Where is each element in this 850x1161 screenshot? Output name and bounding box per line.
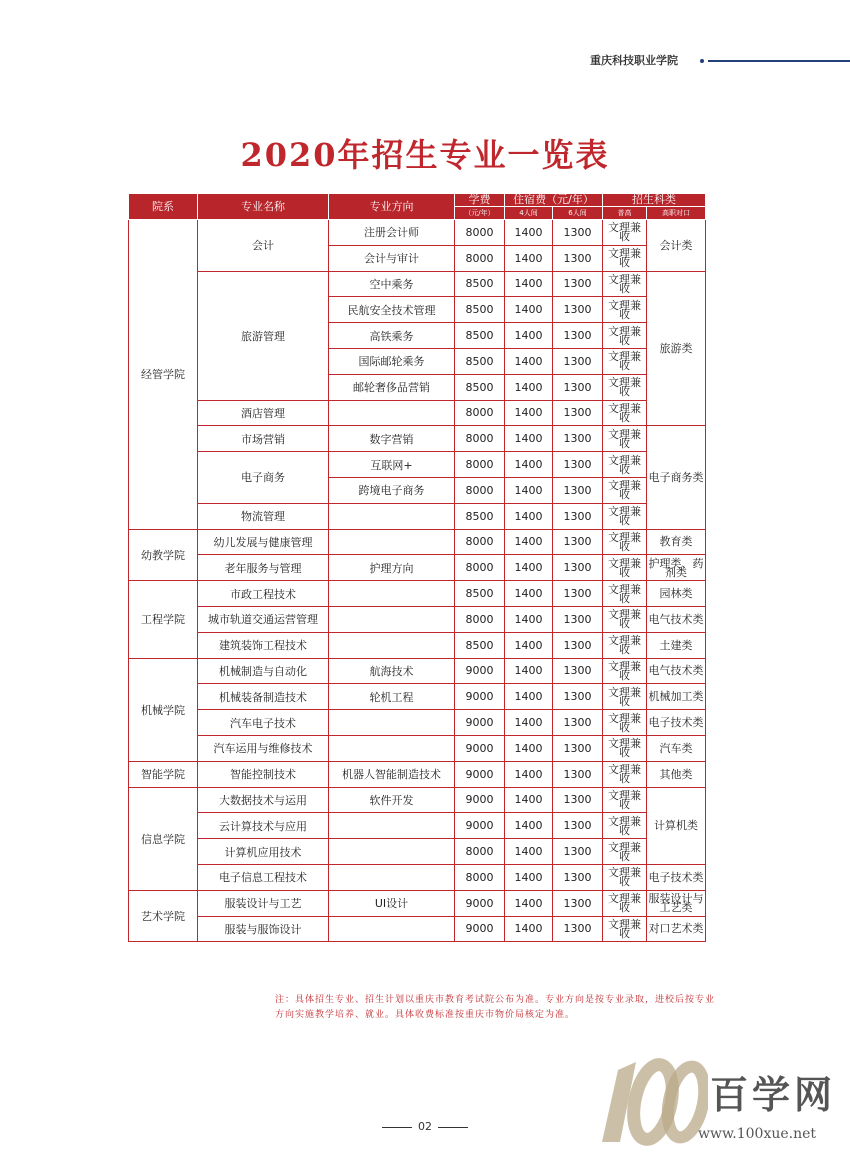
page-header bbox=[590, 52, 850, 72]
general-cell: 文理兼收 bbox=[603, 916, 647, 942]
dorm6-cell: 1300 bbox=[553, 916, 603, 942]
vocational-cell: 机械加工类 bbox=[647, 684, 706, 710]
direction-cell: 会计与审计 bbox=[329, 245, 455, 271]
header-tuition: 学费 bbox=[455, 194, 505, 207]
dorm4-cell: 1400 bbox=[505, 735, 553, 761]
direction-cell bbox=[329, 916, 455, 942]
tuition-cell: 8500 bbox=[455, 297, 505, 323]
dorm6-cell: 1300 bbox=[553, 890, 603, 916]
general-cell: 文理兼收 bbox=[603, 658, 647, 684]
direction-cell bbox=[329, 813, 455, 839]
direction-cell bbox=[329, 581, 455, 607]
page-number-rule bbox=[382, 1127, 412, 1128]
header-general: 普高 bbox=[603, 207, 647, 220]
dept-cell: 经管学院 bbox=[129, 220, 198, 530]
direction-cell bbox=[329, 632, 455, 658]
dorm4-cell: 1400 bbox=[505, 710, 553, 736]
major-cell: 大数据技术与运用 bbox=[198, 787, 329, 813]
dorm6-cell: 1300 bbox=[553, 555, 603, 581]
dorm6-cell: 1300 bbox=[553, 426, 603, 452]
major-cell: 建筑装饰工程技术 bbox=[198, 632, 329, 658]
dorm4-cell: 1400 bbox=[505, 864, 553, 890]
dorm6-cell: 1300 bbox=[553, 271, 603, 297]
vocational-cell: 护理类、药剂类 bbox=[648, 556, 704, 579]
dorm6-cell: 1300 bbox=[553, 477, 603, 503]
direction-cell: 软件开发 bbox=[329, 787, 455, 813]
vocational-cell: 计算机类 bbox=[647, 787, 706, 864]
tuition-cell: 9000 bbox=[455, 916, 505, 942]
general-cell: 文理兼收 bbox=[603, 890, 647, 916]
general-cell: 文理兼收 bbox=[603, 400, 647, 426]
dorm6-cell: 1300 bbox=[553, 787, 603, 813]
major-cell: 老年服务与管理 bbox=[198, 555, 329, 581]
tuition-cell: 9000 bbox=[455, 658, 505, 684]
header-dorm6: 6人间 bbox=[553, 207, 603, 220]
general-cell: 文理兼收 bbox=[603, 839, 647, 865]
general-cell: 文理兼收 bbox=[603, 529, 647, 555]
vocational-cell: 电子技术类 bbox=[647, 864, 706, 890]
vocational-cell: 汽车类 bbox=[647, 735, 706, 761]
general-cell: 文理兼收 bbox=[603, 735, 647, 761]
direction-cell bbox=[329, 710, 455, 736]
dorm6-cell: 1300 bbox=[553, 735, 603, 761]
dorm4-cell: 1400 bbox=[505, 245, 553, 271]
direction-cell bbox=[329, 839, 455, 865]
general-cell: 文理兼收 bbox=[603, 787, 647, 813]
dorm4-cell: 1400 bbox=[505, 220, 553, 246]
tuition-cell: 8000 bbox=[455, 864, 505, 890]
tuition-cell: 9000 bbox=[455, 710, 505, 736]
tuition-cell: 8000 bbox=[455, 452, 505, 478]
dorm4-cell: 1400 bbox=[505, 426, 553, 452]
general-cell: 文理兼收 bbox=[603, 374, 647, 400]
direction-cell: 航海技术 bbox=[329, 658, 455, 684]
dept-cell: 幼教学院 bbox=[129, 529, 198, 581]
tuition-cell: 8000 bbox=[455, 220, 505, 246]
vocational-cell: 园林类 bbox=[647, 581, 706, 607]
general-cell: 文理兼收 bbox=[603, 220, 647, 246]
direction-cell: 机器人智能制造技术 bbox=[329, 761, 455, 787]
dorm4-cell: 1400 bbox=[505, 348, 553, 374]
direction-cell bbox=[329, 864, 455, 890]
dorm6-cell: 1300 bbox=[553, 245, 603, 271]
general-cell: 文理兼收 bbox=[603, 452, 647, 478]
header-major: 专业名称 bbox=[198, 194, 329, 220]
general-cell: 文理兼收 bbox=[603, 864, 647, 890]
tuition-cell: 8000 bbox=[455, 555, 505, 581]
tuition-cell: 9000 bbox=[455, 735, 505, 761]
dorm4-cell: 1400 bbox=[505, 555, 553, 581]
dorm4-cell: 1400 bbox=[505, 374, 553, 400]
page-title: 2020年招生专业一览表 bbox=[240, 136, 610, 174]
vocational-cell: 其他类 bbox=[647, 761, 706, 787]
direction-cell bbox=[329, 503, 455, 529]
majors-table bbox=[128, 193, 706, 942]
general-cell: 文理兼收 bbox=[603, 245, 647, 271]
major-cell: 市政工程技术 bbox=[198, 581, 329, 607]
tuition-cell: 8500 bbox=[455, 503, 505, 529]
dorm6-cell: 1300 bbox=[553, 606, 603, 632]
dorm6-cell: 1300 bbox=[553, 220, 603, 246]
dorm4-cell: 1400 bbox=[505, 477, 553, 503]
vocational-cell: 会计类 bbox=[647, 220, 706, 272]
direction-cell: 数字营销 bbox=[329, 426, 455, 452]
dept-cell: 艺术学院 bbox=[129, 890, 198, 942]
direction-cell: 邮轮奢侈品营销 bbox=[329, 374, 455, 400]
direction-cell bbox=[329, 606, 455, 632]
direction-cell: 护理方向 bbox=[329, 555, 455, 581]
general-cell: 文理兼收 bbox=[603, 606, 647, 632]
tuition-cell: 9000 bbox=[455, 684, 505, 710]
watermark-name: 百学网 bbox=[710, 1073, 837, 1117]
general-cell: 文理兼收 bbox=[603, 581, 647, 607]
dorm4-cell: 1400 bbox=[505, 606, 553, 632]
dorm4-cell: 1400 bbox=[505, 581, 553, 607]
dept-cell: 机械学院 bbox=[129, 658, 198, 761]
direction-cell: 国际邮轮乘务 bbox=[329, 348, 455, 374]
dorm6-cell: 1300 bbox=[553, 684, 603, 710]
header-category: 招生科类 bbox=[603, 194, 706, 207]
major-cell: 幼儿发展与健康管理 bbox=[198, 529, 329, 555]
direction-cell: 跨境电子商务 bbox=[329, 477, 455, 503]
dorm6-cell: 1300 bbox=[553, 581, 603, 607]
vocational-cell: 电子技术类 bbox=[647, 710, 706, 736]
direction-cell: 互联网+ bbox=[329, 452, 455, 478]
major-cell: 服装设计与工艺 bbox=[198, 890, 329, 916]
dorm4-cell: 1400 bbox=[505, 271, 553, 297]
tuition-cell: 9000 bbox=[455, 813, 505, 839]
major-cell: 机械制造与自动化 bbox=[198, 658, 329, 684]
general-cell: 文理兼收 bbox=[603, 297, 647, 323]
header-dorm4: 4人间 bbox=[505, 207, 553, 220]
footnote: 注：具体招生专业、招生计划以重庆市教育考试院公布为准。专业方向是按专业录取，进校后按专业方向实施教学培养、就业。具体收费标准按重庆市物价局核定为准。 bbox=[275, 995, 716, 1020]
tuition-cell: 8000 bbox=[455, 606, 505, 632]
dorm4-cell: 1400 bbox=[505, 787, 553, 813]
general-cell: 文理兼收 bbox=[603, 813, 647, 839]
tuition-cell: 8000 bbox=[455, 839, 505, 865]
dorm6-cell: 1300 bbox=[553, 323, 603, 349]
dept-cell: 工程学院 bbox=[129, 581, 198, 658]
dorm4-cell: 1400 bbox=[505, 839, 553, 865]
tuition-cell: 8000 bbox=[455, 245, 505, 271]
dorm6-cell: 1300 bbox=[553, 864, 603, 890]
vocational-cell: 对口艺术类 bbox=[647, 916, 706, 942]
dorm6-cell: 1300 bbox=[553, 761, 603, 787]
direction-cell: 空中乘务 bbox=[329, 271, 455, 297]
dorm6-cell: 1300 bbox=[553, 839, 603, 865]
school-name: 重庆科技职业学院 bbox=[590, 54, 678, 67]
dorm4-cell: 1400 bbox=[505, 297, 553, 323]
tuition-cell: 8000 bbox=[455, 426, 505, 452]
general-cell: 文理兼收 bbox=[603, 761, 647, 787]
major-cell: 计算机应用技术 bbox=[198, 839, 329, 865]
vocational-cell: 土建类 bbox=[647, 632, 706, 658]
vocational-cell: 服装设计与工艺类 bbox=[648, 892, 704, 915]
major-cell: 物流管理 bbox=[198, 503, 329, 529]
direction-cell: 轮机工程 bbox=[329, 684, 455, 710]
dorm4-cell: 1400 bbox=[505, 890, 553, 916]
direction-cell: 高铁乘务 bbox=[329, 323, 455, 349]
major-cell: 酒店管理 bbox=[198, 400, 329, 426]
vocational-cell: 电气技术类 bbox=[647, 606, 706, 632]
dorm4-cell: 1400 bbox=[505, 529, 553, 555]
dorm6-cell: 1300 bbox=[553, 632, 603, 658]
dept-cell: 信息学院 bbox=[129, 787, 198, 890]
major-cell: 会计 bbox=[198, 220, 329, 272]
dorm6-cell: 1300 bbox=[553, 374, 603, 400]
dorm4-cell: 1400 bbox=[505, 323, 553, 349]
watermark bbox=[598, 1050, 850, 1150]
dorm6-cell: 1300 bbox=[553, 503, 603, 529]
dorm6-cell: 1300 bbox=[553, 452, 603, 478]
general-cell: 文理兼收 bbox=[603, 271, 647, 297]
tuition-cell: 8000 bbox=[455, 529, 505, 555]
dorm6-cell: 1300 bbox=[553, 813, 603, 839]
general-cell: 文理兼收 bbox=[603, 477, 647, 503]
tuition-cell: 8000 bbox=[455, 477, 505, 503]
dorm6-cell: 1300 bbox=[553, 710, 603, 736]
header-dorm: 住宿费（元/年） bbox=[505, 194, 603, 207]
general-cell: 文理兼收 bbox=[603, 348, 647, 374]
header-vocational: 高职对口 bbox=[647, 207, 706, 220]
dorm4-cell: 1400 bbox=[505, 684, 553, 710]
vocational-cell: 旅游类 bbox=[647, 271, 706, 426]
tuition-cell: 8500 bbox=[455, 374, 505, 400]
dorm4-cell: 1400 bbox=[505, 761, 553, 787]
dept-cell: 智能学院 bbox=[129, 761, 198, 787]
tuition-cell: 8500 bbox=[455, 632, 505, 658]
general-cell: 文理兼收 bbox=[603, 426, 647, 452]
general-cell: 文理兼收 bbox=[603, 503, 647, 529]
dorm4-cell: 1400 bbox=[505, 452, 553, 478]
page-number-text: 02 bbox=[418, 1120, 432, 1133]
tuition-cell: 8500 bbox=[455, 323, 505, 349]
major-cell: 汽车电子技术 bbox=[198, 710, 329, 736]
dorm6-cell: 1300 bbox=[553, 400, 603, 426]
general-cell: 文理兼收 bbox=[603, 323, 647, 349]
general-cell: 文理兼收 bbox=[603, 555, 647, 581]
general-cell: 文理兼收 bbox=[603, 632, 647, 658]
tuition-cell: 9000 bbox=[455, 761, 505, 787]
direction-cell bbox=[329, 735, 455, 761]
page-number-rule bbox=[438, 1127, 468, 1128]
dorm4-cell: 1400 bbox=[505, 503, 553, 529]
vocational-cell: 电子商务类 bbox=[647, 426, 706, 529]
tuition-cell: 8500 bbox=[455, 271, 505, 297]
watermark-url: www.100xue.net bbox=[698, 1126, 817, 1142]
major-cell: 市场营销 bbox=[198, 426, 329, 452]
dorm4-cell: 1400 bbox=[505, 916, 553, 942]
header-direction: 专业方向 bbox=[329, 194, 455, 220]
direction-cell: 民航安全技术管理 bbox=[329, 297, 455, 323]
tuition-cell: 8000 bbox=[455, 400, 505, 426]
general-cell: 文理兼收 bbox=[603, 710, 647, 736]
dorm6-cell: 1300 bbox=[553, 658, 603, 684]
direction-cell bbox=[329, 529, 455, 555]
major-cell: 服装与服饰设计 bbox=[198, 916, 329, 942]
header-dot bbox=[700, 59, 704, 63]
tuition-cell: 8500 bbox=[455, 348, 505, 374]
major-cell: 城市轨道交通运营管理 bbox=[198, 606, 329, 632]
major-cell: 旅游管理 bbox=[198, 271, 329, 400]
dorm4-cell: 1400 bbox=[505, 658, 553, 684]
major-cell: 智能控制技术 bbox=[198, 761, 329, 787]
header-tuition-unit: （元/年） bbox=[455, 207, 505, 220]
dorm6-cell: 1300 bbox=[553, 297, 603, 323]
dorm4-cell: 1400 bbox=[505, 632, 553, 658]
direction-cell: 注册会计师 bbox=[329, 220, 455, 246]
general-cell: 文理兼收 bbox=[603, 684, 647, 710]
direction-cell: UI设计 bbox=[329, 890, 455, 916]
major-cell: 云计算技术与应用 bbox=[198, 813, 329, 839]
major-cell: 机械装备制造技术 bbox=[198, 684, 329, 710]
header-dept: 院系 bbox=[129, 194, 198, 220]
major-cell: 电子信息工程技术 bbox=[198, 864, 329, 890]
vocational-cell: 电气技术类 bbox=[647, 658, 706, 684]
dorm4-cell: 1400 bbox=[505, 400, 553, 426]
dorm6-cell: 1300 bbox=[553, 529, 603, 555]
dorm6-cell: 1300 bbox=[553, 348, 603, 374]
tuition-cell: 9000 bbox=[455, 787, 505, 813]
dorm4-cell: 1400 bbox=[505, 813, 553, 839]
vocational-cell: 教育类 bbox=[647, 529, 706, 555]
watermark-logo-icon bbox=[598, 1050, 708, 1150]
header-line bbox=[708, 60, 850, 62]
tuition-cell: 9000 bbox=[455, 890, 505, 916]
direction-cell bbox=[329, 400, 455, 426]
tuition-cell: 8500 bbox=[455, 581, 505, 607]
major-cell: 汽车运用与维修技术 bbox=[198, 735, 329, 761]
major-cell: 电子商务 bbox=[198, 452, 329, 504]
